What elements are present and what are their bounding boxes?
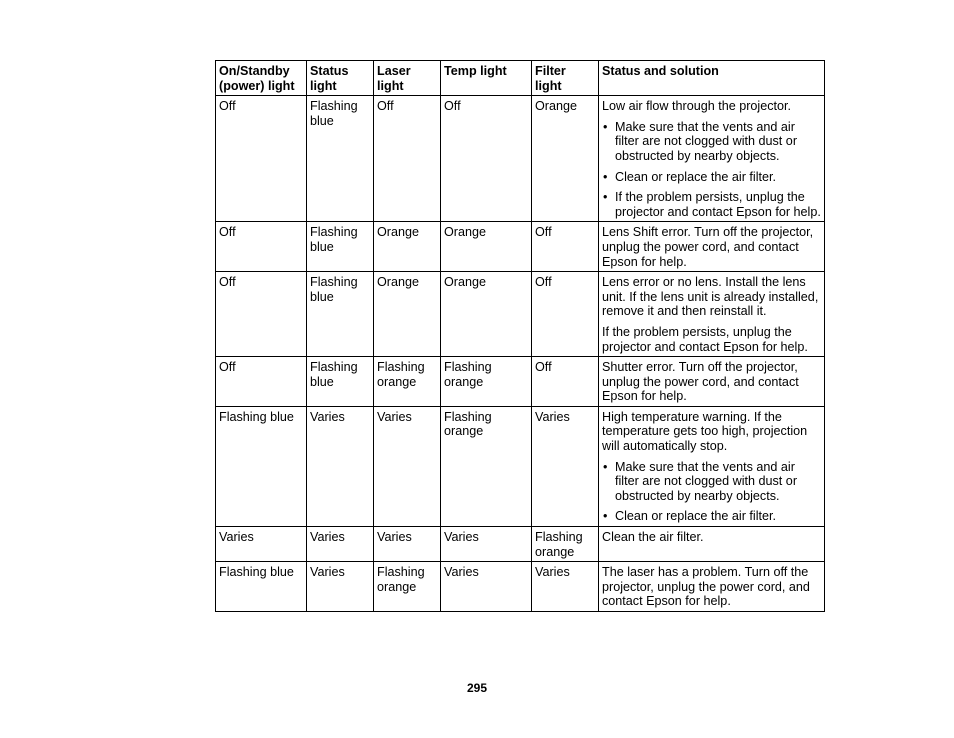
filter-light-cell: Varies [532, 562, 599, 612]
status-light-cell: Varies [307, 562, 374, 612]
laser-light-cell: Varies [374, 527, 441, 562]
power-light-cell: Off [216, 272, 307, 357]
filter-light-cell: Varies [532, 406, 599, 526]
status-solution-cell [599, 527, 825, 562]
laser-light-cell: Flashing orange [374, 357, 441, 407]
temp-light-cell: Flashing orange [441, 357, 532, 407]
power-light-cell: Off [216, 222, 307, 272]
filter-light-cell: Off [532, 272, 599, 357]
status-solution-cell [599, 406, 825, 526]
status-solution-cell [599, 272, 825, 357]
solution-text: Lens error or no lens. Install the lens unit. If the lens unit is already installed, remove it and then reinstall it. [602, 275, 819, 319]
solution-text: Shutter error. Turn off the projector, unplug the power cord, and contact Epson for help. [602, 360, 799, 404]
table-row [216, 562, 825, 612]
solution-text: If the problem persists, unplug the projector and contact Epson for help. [602, 324, 808, 354]
solution-bullet-item: • Clean or replace the air filter. [602, 509, 821, 524]
status-solution-cell [599, 96, 825, 222]
page-number: 295 [466, 681, 488, 695]
laser-light-cell: Orange [374, 222, 441, 272]
solution-bullet-list [602, 120, 821, 220]
temp-light-cell: Off [441, 96, 532, 222]
temp-light-cell: Varies [441, 527, 532, 562]
table-row [216, 527, 825, 562]
power-light-cell: Flashing blue [216, 562, 307, 612]
power-light-cell: Flashing blue [216, 406, 307, 526]
table-row [216, 406, 825, 526]
indicator-status-table [215, 60, 825, 612]
status-light-cell: Flashing blue [307, 96, 374, 222]
status-solution-cell [599, 222, 825, 272]
laser-light-cell: Flashing orange [374, 562, 441, 612]
status-solution-cell [599, 562, 825, 612]
status-light-cell: Flashing blue [307, 357, 374, 407]
power-light-cell: Off [216, 357, 307, 407]
solution-text: Clean the air filter. [602, 530, 704, 545]
solution-bullet-item: • Make sure that the vents and air filter are not clogged with dust or obstructed by nearby objects. [602, 120, 821, 164]
solution-text: High temperature warning. If the temperature gets too high, projection will automatically stop. [602, 409, 808, 454]
table-row [216, 272, 825, 357]
filter-light-cell: Off [532, 357, 599, 407]
table-row [216, 96, 825, 222]
solution-bullet-list [602, 460, 821, 524]
filter-light-cell: Flashing orange [532, 527, 599, 562]
table-header-row [216, 61, 825, 96]
status-light-cell: Flashing blue [307, 222, 374, 272]
laser-light-cell: Off [374, 96, 441, 222]
power-light-cell: Varies [216, 527, 307, 562]
solution-text: Lens Shift error. Turn off the projector, unplug the power cord, and contact Epson for help. [602, 225, 814, 269]
header-status-solution: Status and solution [599, 61, 825, 96]
status-light-cell: Varies [307, 406, 374, 526]
filter-light-cell: Off [532, 222, 599, 272]
filter-light-cell: Orange [532, 96, 599, 222]
temp-light-cell: Orange [441, 272, 532, 357]
status-light-cell: Varies [307, 527, 374, 562]
status-light-cell: Flashing blue [307, 272, 374, 357]
temp-light-cell: Flashing orange [441, 406, 532, 526]
table-body [216, 96, 825, 612]
solution-text: Low air flow through the projector. [602, 99, 792, 114]
solution-bullet-item: • Make sure that the vents and air filter are not clogged with dust or obstructed by nearby objects. [602, 460, 821, 504]
power-light-cell: Off [216, 96, 307, 222]
header-power-light: On/Standby (power) light [216, 61, 307, 96]
solution-bullet-item: • If the problem persists, unplug the projector and contact Epson for help. [602, 190, 821, 219]
header-filter-light: Filter light [532, 61, 599, 96]
temp-light-cell: Orange [441, 222, 532, 272]
solution-text: The laser has a problem. Turn off the projector, unplug the power cord, and contact Epson for help. [602, 565, 810, 609]
laser-light-cell: Varies [374, 406, 441, 526]
table-row [216, 357, 825, 407]
header-status-light: Status light [307, 61, 374, 96]
temp-light-cell: Varies [441, 562, 532, 612]
header-temp-light: Temp light [441, 61, 532, 96]
table-row [216, 222, 825, 272]
solution-bullet-item: • Clean or replace the air filter. [602, 170, 821, 185]
header-laser-light: Laser light [374, 61, 441, 96]
laser-light-cell: Orange [374, 272, 441, 357]
status-solution-cell [599, 357, 825, 407]
